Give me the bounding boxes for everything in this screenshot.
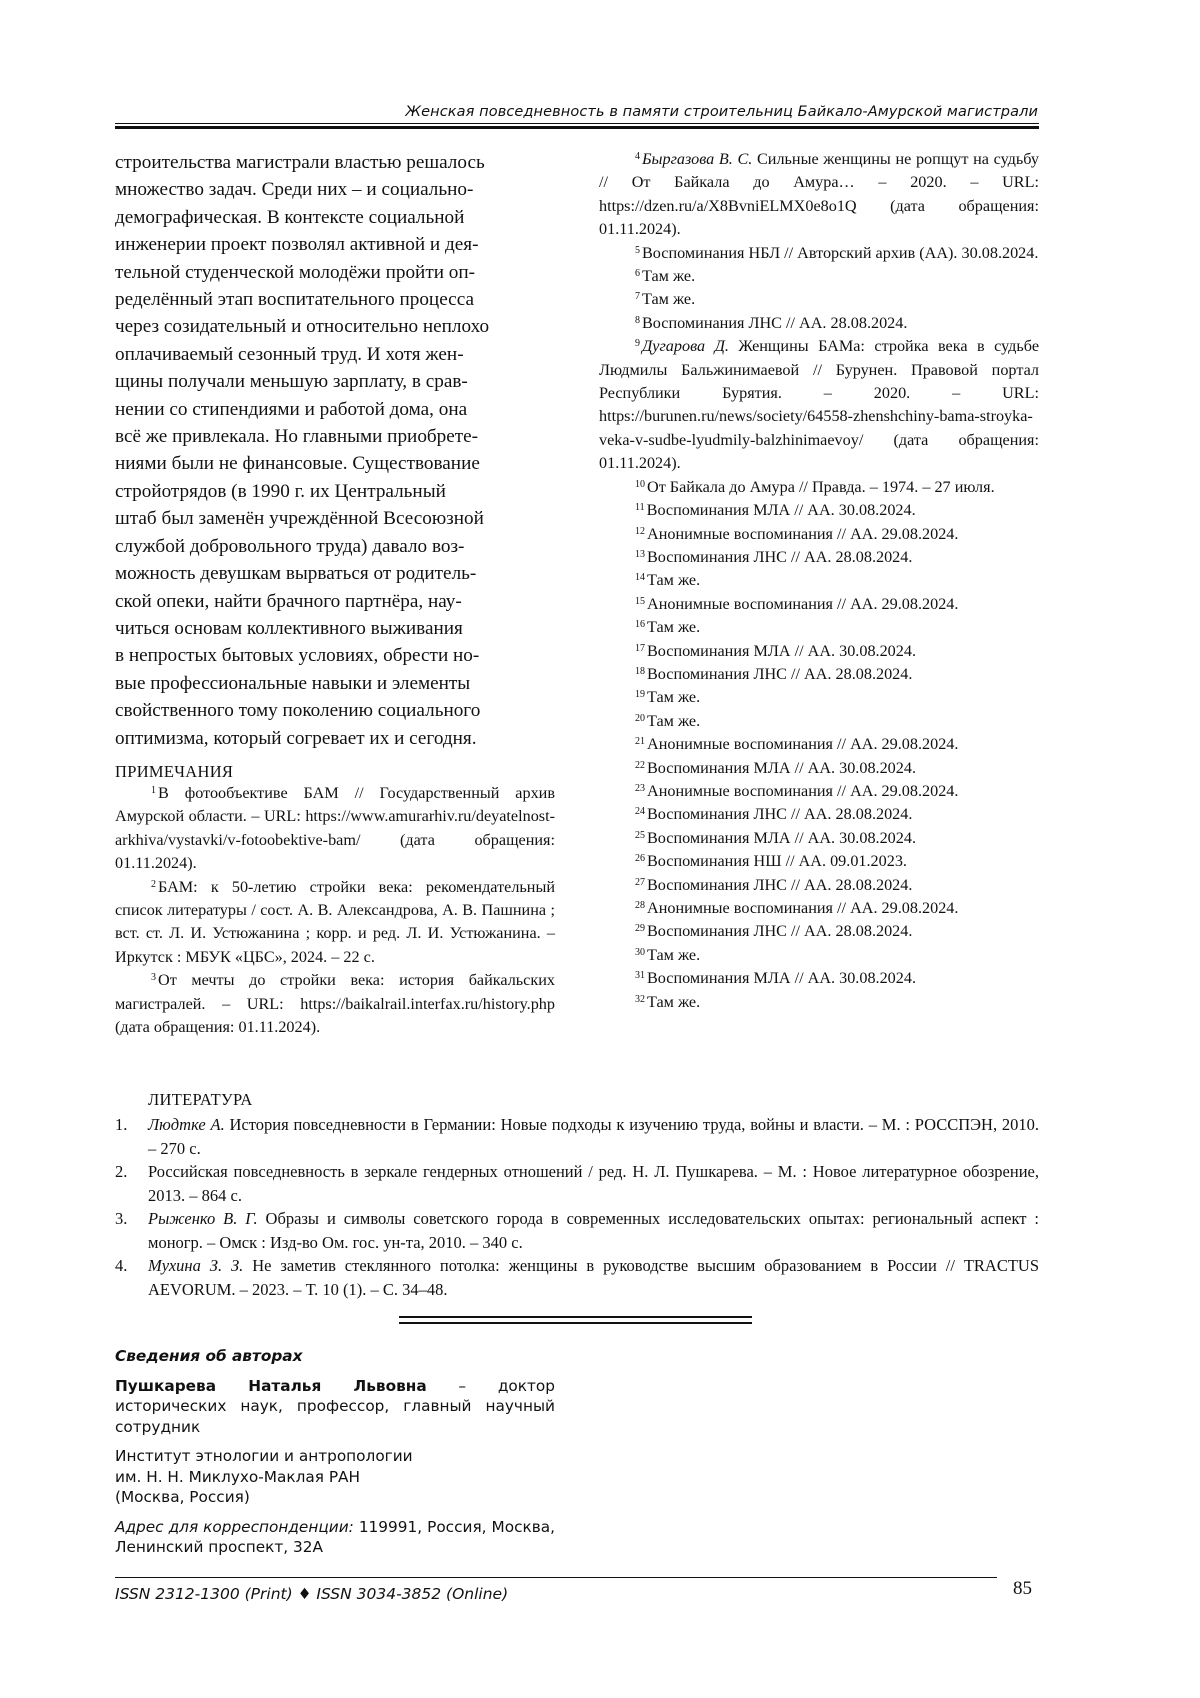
literature-list [115, 1113, 1039, 1301]
note-text: Там же. [647, 711, 701, 730]
note-item [115, 876, 555, 970]
literature-heading: ЛИТЕРАТУРА [148, 1090, 253, 1109]
note-item [599, 288, 1039, 311]
note-item [599, 476, 1039, 499]
note-number: 18 [635, 665, 645, 677]
note-item [599, 265, 1039, 288]
institute-line: им. Н. Н. Миклухо-Маклая РАН [115, 1467, 361, 1486]
note-item [599, 850, 1039, 873]
note-number: 11 [635, 502, 645, 514]
note-item [599, 523, 1039, 546]
section-divider-top [399, 1316, 752, 1318]
body-line: демографическая. В контексте социальной [115, 206, 465, 228]
note-text: Там же. [642, 290, 696, 309]
note-text: Анонимные воспоминания // АА. 29.08.2024. [647, 735, 959, 754]
note-number: 7 [635, 291, 640, 303]
body-line: тельной студенческой молодёжи пройти оп- [115, 261, 476, 283]
note-number: 30 [635, 946, 645, 958]
section-divider-bottom [399, 1322, 752, 1324]
body-line: можность девушкам вырваться от родитель- [115, 563, 477, 585]
author-name: Пушкарева Наталья Львовна [115, 1376, 427, 1395]
note-text: Там же. [647, 688, 701, 707]
body-line: стройотрядов (в 1990 г. их Центральный [115, 480, 446, 502]
author-info [115, 1346, 555, 1567]
note-item [599, 616, 1039, 639]
note-text: Анонимные воспоминания // АА. 29.08.2024. [647, 594, 959, 613]
literature-text: История повседневности в Германии: Новые подходы к изучению труда, войны и власти. – М. : РОССПЭН, 2010. – 270 с. [148, 1115, 1040, 1158]
note-number: 9 [635, 338, 640, 350]
note-number: 3 [151, 972, 156, 984]
note-item [599, 991, 1039, 1014]
note-text: Анонимные воспоминания // АА. 29.08.2024. [647, 524, 959, 543]
note-number: 15 [635, 595, 645, 607]
literature-item [115, 1113, 1039, 1160]
notes-list-right [599, 148, 1039, 1014]
address-text: 119991, Россия, Москва, Ленинский проспект, 32А [115, 1517, 555, 1556]
body-line: службой добровольного труда) давало воз- [115, 535, 465, 557]
note-item [599, 593, 1039, 616]
literature-author: Рыженко В. Г. [148, 1209, 258, 1228]
note-text: Сильные женщины не ропщут на судьбу // От Байкала до Амура… – 2020. – URL: https://dzen.ru/a/X8BvniELMX0e8o1Q (дата обращения: 01.11.2024). [599, 150, 1040, 239]
note-number: 26 [635, 853, 645, 865]
note-text: Воспоминания МЛА // АА. 30.08.2024. [647, 641, 917, 660]
body-line: через созидательный и относительно неплохо [115, 316, 490, 338]
note-text: Там же. [647, 945, 701, 964]
note-number: 17 [635, 642, 645, 654]
note-text: Воспоминания НШ // АА. 09.01.2023. [647, 852, 907, 871]
address-label: Адрес для корреспонденции: [115, 1517, 354, 1536]
note-item [599, 312, 1039, 335]
note-number: 6 [635, 268, 640, 280]
note-item [599, 710, 1039, 733]
note-number: 13 [635, 548, 645, 560]
note-item [599, 569, 1039, 592]
body-line: всё же привлекала. Но главными приобрете- [115, 426, 479, 448]
body-line: инженерии проект позволял активной и дея- [115, 234, 479, 256]
note-number: 12 [635, 525, 645, 537]
note-number: 8 [635, 314, 640, 326]
note-item [599, 546, 1039, 569]
literature-item [115, 1254, 1039, 1301]
note-item [599, 897, 1039, 920]
literature-section [115, 1089, 1039, 1301]
note-item [599, 640, 1039, 663]
note-item [599, 148, 1039, 242]
body-line: читься основам коллективного выживания [115, 617, 463, 639]
body-line: вые профессиональные навыки и элементы [115, 672, 471, 694]
note-item [599, 335, 1039, 475]
body-line: оптимизма, который согревает их и сегодня. [115, 727, 477, 749]
author-address [115, 1517, 555, 1558]
author-institute [115, 1446, 555, 1508]
note-text: Там же. [647, 618, 701, 637]
note-author: Дугарова Д. [642, 337, 729, 356]
note-number: 31 [635, 970, 645, 982]
note-text: Воспоминания ЛНС // АА. 28.08.2024. [647, 547, 913, 566]
body-paragraph [115, 149, 555, 752]
note-number: 10 [635, 478, 645, 490]
note-text: Воспоминания МЛА // АА. 30.08.2024. [647, 828, 917, 847]
note-text: Воспоминания МЛА // АА. 30.08.2024. [646, 501, 916, 520]
note-text: От Байкала до Амура // Правда. – 1974. – 27 июля. [647, 477, 995, 496]
note-item [599, 944, 1039, 967]
note-item [599, 874, 1039, 897]
literature-text: Образы и символы советского города в современных исследовательских опытах: региональный аспект : моногр. – Омск : Изд-во Ом. гос. ун-та, 2010. – 340 с. [148, 1209, 1039, 1252]
notes-list-left [115, 782, 555, 1039]
page-number: 85 [1013, 1578, 1032, 1599]
institute-line: Институт этнологии и антропологии [115, 1447, 413, 1465]
literature-number: 3. [115, 1209, 128, 1228]
note-number: 29 [635, 923, 645, 935]
note-number: 2 [151, 878, 156, 890]
note-number: 24 [635, 806, 645, 818]
body-line: ниями были не финансовые. Существование [115, 453, 480, 475]
note-number: 16 [635, 619, 645, 631]
note-number: 20 [635, 712, 645, 724]
author-info-heading: Сведения об авторах [115, 1347, 303, 1365]
note-text: От мечты до стройки века: история байкальских магистралей. – URL: https://baikalrail.interfax.ru/history.php (дата обращения: 01.11.2024). [115, 971, 555, 1036]
note-item [599, 780, 1039, 803]
note-number: 19 [635, 689, 645, 701]
note-text: В фотообъективе БАМ // Государственный архив Амурской области. – URL: https://www.amurarhiv.ru/deyatelnost-arkhiva/vystavki/v-fotoobektive-bam/ (дата обращения: 01.11.2024). [115, 783, 555, 873]
body-line: ределённый этап воспитательного процесса [115, 289, 474, 311]
note-item [599, 733, 1039, 756]
note-number: 28 [635, 900, 645, 911]
note-text: Женщины БАМа: стройка века в судьбе Людмилы Бальжинимаевой // Бурунен. Правовой портал Республики Бурятия. – 2020. – URL: https://burunen.ru/news/society/64558-zhenshchiny-bama-stroyka-veka-v-sudbe-lyudmily-balzhinimaevoy/ (дата обращения: 01.11.2024). [599, 337, 1039, 473]
footer-issn: ISSN 2312-1300 (Print) ♦ ISSN 3034-3852 (Online) [115, 1585, 509, 1603]
literature-author: Людтке А. [148, 1115, 225, 1134]
note-number: 22 [635, 759, 645, 771]
note-item [599, 686, 1039, 709]
literature-text: Российская повседневность в зеркале гендерных отношений / ред. Н. Л. Пушкарева. – М. : Новое литературное обозрение, 2013. – 864 с. [148, 1162, 1039, 1205]
header-rule-thin [115, 123, 1039, 124]
note-number: 1 [151, 784, 156, 796]
note-text: Анонимные воспоминания // АА. 29.08.2024. [647, 781, 959, 800]
note-text: БАМ: к 50-летию стройки века: рекомендательный список литературы / сост. А. В. Александрова, А. В. Пашнина ; вст. ст. Л. И. Устюжанина ; корр. и ред. Л. И. Устюжанина. – Иркутск : МБУК «ЦБС», 2024. – 22 с. [115, 877, 555, 966]
footer-rule [115, 1577, 997, 1578]
body-line: множество задач. Среди них – и социально- [115, 179, 474, 201]
body-line: оплачиваемый сезонный труд. И хотя жен- [115, 343, 464, 365]
note-number: 14 [635, 572, 645, 584]
note-text: Там же. [647, 571, 701, 590]
note-text: Воспоминания ЛНС // АА. 28.08.2024. [642, 313, 908, 332]
note-text: Там же. [642, 267, 696, 286]
note-author: Быргазова В. С. [642, 150, 753, 168]
literature-number: 4. [115, 1256, 128, 1275]
note-text: Воспоминания МЛА // АА. 30.08.2024. [647, 969, 917, 988]
body-line: в непростых бытовых условиях, обрести но- [115, 645, 480, 667]
literature-author: Мухина З. З. [148, 1256, 244, 1275]
note-item [599, 757, 1039, 780]
note-text: Там же. [647, 992, 701, 1011]
institute-line: (Москва, Россия) [115, 1488, 250, 1506]
running-title: Женская повседневность в памяти строительниц Байкало-Амурской магистрали [405, 104, 1038, 120]
note-number: 23 [635, 782, 645, 794]
literature-number: 2. [115, 1162, 128, 1181]
notes-heading: ПРИМЕЧАНИЯ [115, 761, 234, 781]
note-text: Воспоминания НБЛ // Авторский архив (АА). 30.08.2024. [642, 243, 1039, 262]
left-column [115, 149, 555, 1039]
literature-text: Не заметив стеклянного потолка: женщины в руководстве высшим образованием в России // TRACTUS AEVORUM. – 2023. – Т. 10 (1). – С. 34–48. [148, 1256, 1040, 1299]
body-line: строительства магистрали властью решалось [115, 152, 485, 173]
body-line: свойственного тому поколению социального [115, 700, 481, 722]
note-item [599, 967, 1039, 990]
right-column [599, 148, 1039, 1014]
note-number: 21 [635, 736, 645, 748]
literature-item [115, 1207, 1039, 1254]
note-item [599, 920, 1039, 943]
note-number: 4 [635, 151, 640, 162]
literature-item [115, 1160, 1039, 1207]
note-text: Воспоминания ЛНС // АА. 28.08.2024. [647, 805, 913, 824]
note-item [599, 827, 1039, 850]
header-rule-thick [115, 126, 1039, 129]
body-line: щины получали меньшую зарплату, в срав- [115, 371, 468, 393]
note-number: 27 [635, 876, 645, 888]
author-name-block [115, 1376, 555, 1438]
note-item [115, 969, 555, 1039]
note-item [599, 242, 1039, 265]
note-item [599, 499, 1039, 522]
note-text: Воспоминания ЛНС // АА. 28.08.2024. [647, 664, 913, 683]
body-line: штаб был заменён учреждённой Всесоюзной [115, 508, 484, 530]
literature-number: 1. [115, 1115, 128, 1134]
note-number: 25 [635, 829, 645, 841]
note-item [115, 782, 555, 876]
note-item [599, 803, 1039, 826]
body-line: нении со стипендиями и работой дома, она [115, 398, 468, 420]
body-line: ской опеки, найти брачного партнёра, нау- [115, 590, 462, 612]
note-text: Воспоминания МЛА // АА. 30.08.2024. [647, 758, 917, 777]
note-number: 5 [635, 244, 640, 256]
note-number: 32 [635, 993, 645, 1005]
note-text: Анонимные воспоминания // АА. 29.08.2024. [647, 899, 959, 917]
note-item [599, 663, 1039, 686]
note-text: Воспоминания ЛНС // АА. 28.08.2024. [647, 875, 913, 894]
author-title: – доктор исторических наук, профессор, главный научный сотрудник [115, 1376, 555, 1436]
note-text: Воспоминания ЛНС // АА. 28.08.2024. [647, 922, 913, 941]
